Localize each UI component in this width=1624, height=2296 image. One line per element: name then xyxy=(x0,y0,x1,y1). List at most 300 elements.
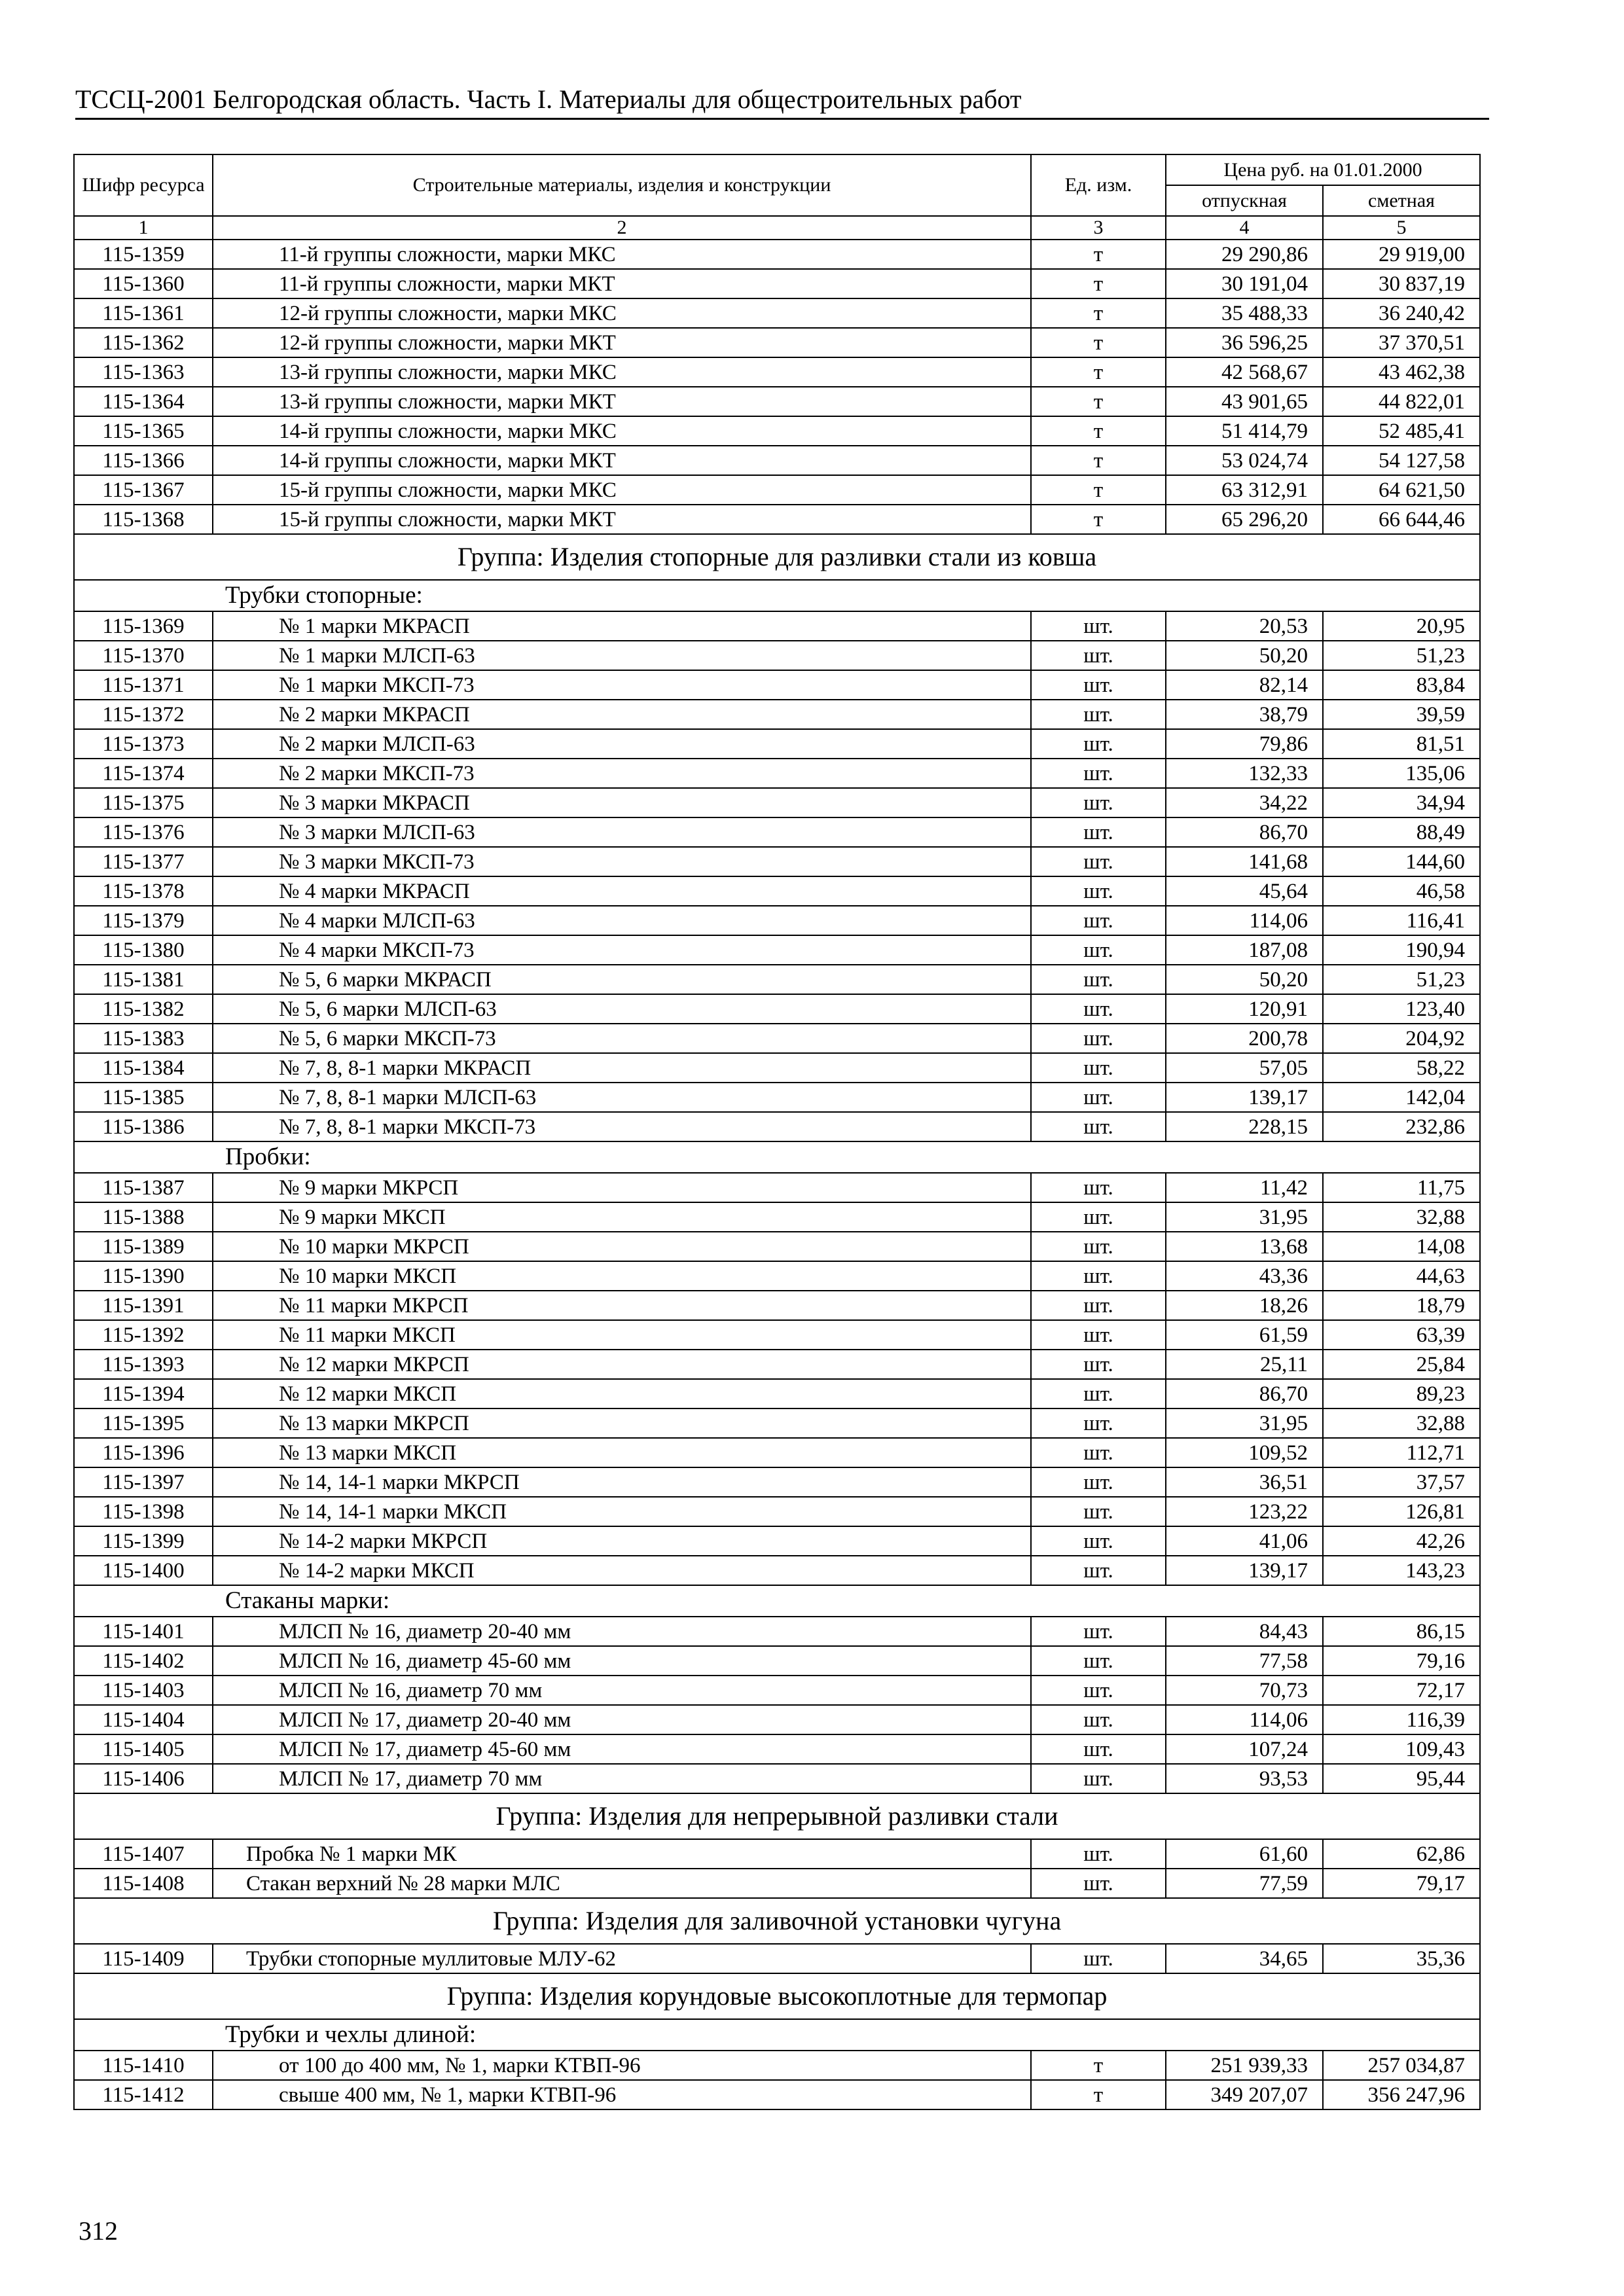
release-price: 31,95 xyxy=(1166,1202,1323,1232)
table-row xyxy=(74,1526,1480,1556)
table-row xyxy=(74,1379,1480,1408)
column-index-row xyxy=(74,216,1480,240)
table-row xyxy=(74,670,1480,700)
unit-of-measure: шт. xyxy=(1031,1526,1166,1556)
material-name: 11-й группы сложности, марки МКТ xyxy=(213,269,1031,298)
estimate-price: 62,86 xyxy=(1323,1839,1480,1869)
release-price: 70,73 xyxy=(1166,1676,1323,1705)
table-row xyxy=(74,269,1480,298)
estimate-price: 116,39 xyxy=(1323,1705,1480,1734)
estimate-price: 58,22 xyxy=(1323,1053,1480,1083)
unit-of-measure: шт. xyxy=(1031,817,1166,847)
release-price: 132,33 xyxy=(1166,759,1323,788)
unit-of-measure: шт. xyxy=(1031,965,1166,994)
material-name: № 1 марки МКСП-73 xyxy=(213,670,1031,700)
table-row xyxy=(74,1734,1480,1764)
resource-code: 115-1368 xyxy=(74,505,213,534)
resource-code: 115-1374 xyxy=(74,759,213,788)
table-row xyxy=(74,994,1480,1024)
table-row xyxy=(74,1617,1480,1646)
material-name: № 1 марки МКРАСП xyxy=(213,611,1031,641)
resource-code: 115-1364 xyxy=(74,387,213,416)
estimate-price: 86,15 xyxy=(1323,1617,1480,1646)
material-name: № 5, 6 марки МКРАСП xyxy=(213,965,1031,994)
unit-of-measure: т xyxy=(1031,357,1166,387)
material-name: 12-й группы сложности, марки МКС xyxy=(213,298,1031,328)
material-name: МЛСП № 16, диаметр 20-40 мм xyxy=(213,1617,1031,1646)
material-name: № 3 марки МКРАСП xyxy=(213,788,1031,817)
resource-code: 115-1373 xyxy=(74,729,213,759)
col-release-header: отпускная xyxy=(1166,185,1323,216)
resource-code: 115-1363 xyxy=(74,357,213,387)
resource-code: 115-1366 xyxy=(74,446,213,475)
subgroup-heading: Стаканы марки: xyxy=(74,1585,1480,1617)
estimate-price: 51,23 xyxy=(1323,965,1480,994)
material-name: № 12 марки МКРСП xyxy=(213,1350,1031,1379)
estimate-price: 18,79 xyxy=(1323,1291,1480,1320)
unit-of-measure: шт. xyxy=(1031,1320,1166,1350)
release-price: 42 568,67 xyxy=(1166,357,1323,387)
estimate-price: 14,08 xyxy=(1323,1232,1480,1261)
estimate-price: 232,86 xyxy=(1323,1112,1480,1141)
release-price: 77,59 xyxy=(1166,1869,1323,1898)
resource-code: 115-1375 xyxy=(74,788,213,817)
material-name: 15-й группы сложности, марки МКС xyxy=(213,475,1031,505)
resource-code: 115-1360 xyxy=(74,269,213,298)
estimate-price: 83,84 xyxy=(1323,670,1480,700)
estimate-price: 25,84 xyxy=(1323,1350,1480,1379)
material-name: № 5, 6 марки МЛСП-63 xyxy=(213,994,1031,1024)
table-row xyxy=(74,1764,1480,1793)
table-row xyxy=(74,611,1480,641)
subgroup-heading-row xyxy=(74,2019,1480,2051)
estimate-price: 51,23 xyxy=(1323,641,1480,670)
estimate-price: 43 462,38 xyxy=(1323,357,1480,387)
table-row xyxy=(74,475,1480,505)
table-row xyxy=(74,446,1480,475)
estimate-price: 44,63 xyxy=(1323,1261,1480,1291)
material-name: № 14, 14-1 марки МКРСП xyxy=(213,1467,1031,1497)
header-rule xyxy=(75,118,1489,120)
unit-of-measure: т xyxy=(1031,416,1166,446)
unit-of-measure: шт. xyxy=(1031,1556,1166,1585)
release-price: 45,64 xyxy=(1166,876,1323,906)
subgroup-heading-row xyxy=(74,1141,1480,1173)
resource-code: 115-1412 xyxy=(74,2080,213,2109)
subgroup-heading: Трубки стопорные: xyxy=(74,580,1480,611)
group-heading-row xyxy=(74,534,1480,580)
resource-code: 115-1391 xyxy=(74,1291,213,1320)
estimate-price: 64 621,50 xyxy=(1323,475,1480,505)
release-price: 36,51 xyxy=(1166,1467,1323,1497)
material-name: МЛСП № 17, диаметр 20-40 мм xyxy=(213,1705,1031,1734)
resource-code: 115-1371 xyxy=(74,670,213,700)
estimate-price: 63,39 xyxy=(1323,1320,1480,1350)
release-price: 61,60 xyxy=(1166,1839,1323,1869)
material-name: № 4 марки МКСП-73 xyxy=(213,935,1031,965)
table-row xyxy=(74,759,1480,788)
estimate-price: 34,94 xyxy=(1323,788,1480,817)
resource-code: 115-1400 xyxy=(74,1556,213,1585)
resource-code: 115-1386 xyxy=(74,1112,213,1141)
estimate-price: 79,16 xyxy=(1323,1646,1480,1676)
estimate-price: 37,57 xyxy=(1323,1467,1480,1497)
resource-code: 115-1399 xyxy=(74,1526,213,1556)
table-row xyxy=(74,505,1480,534)
table-row xyxy=(74,1467,1480,1497)
unit-of-measure: шт. xyxy=(1031,935,1166,965)
table-head xyxy=(74,154,1480,240)
release-price: 114,06 xyxy=(1166,1705,1323,1734)
table-row xyxy=(74,876,1480,906)
estimate-price: 29 919,00 xyxy=(1323,240,1480,269)
group-heading: Группа: Изделия корундовые высокоплотные для термопар xyxy=(74,1973,1480,2019)
table-row xyxy=(74,1408,1480,1438)
unit-of-measure: шт. xyxy=(1031,1053,1166,1083)
column-index: 5 xyxy=(1323,216,1480,240)
estimate-price: 89,23 xyxy=(1323,1379,1480,1408)
resource-code: 115-1376 xyxy=(74,817,213,847)
release-price: 86,70 xyxy=(1166,817,1323,847)
material-name: 13-й группы сложности, марки МКС xyxy=(213,357,1031,387)
resource-code: 115-1383 xyxy=(74,1024,213,1053)
release-price: 11,42 xyxy=(1166,1173,1323,1202)
resource-code: 115-1390 xyxy=(74,1261,213,1291)
unit-of-measure: шт. xyxy=(1031,1202,1166,1232)
resource-code: 115-1392 xyxy=(74,1320,213,1350)
material-name: 13-й группы сложности, марки МКТ xyxy=(213,387,1031,416)
table-row xyxy=(74,387,1480,416)
group-heading: Группа: Изделия для заливочной установки чугуна xyxy=(74,1898,1480,1944)
release-price: 18,26 xyxy=(1166,1291,1323,1320)
release-price: 25,11 xyxy=(1166,1350,1323,1379)
table-row xyxy=(74,1350,1480,1379)
material-name: № 13 марки МКРСП xyxy=(213,1408,1031,1438)
estimate-price: 88,49 xyxy=(1323,817,1480,847)
release-price: 29 290,86 xyxy=(1166,240,1323,269)
resource-code: 115-1407 xyxy=(74,1839,213,1869)
resource-code: 115-1398 xyxy=(74,1497,213,1526)
resource-code: 115-1384 xyxy=(74,1053,213,1083)
release-price: 51 414,79 xyxy=(1166,416,1323,446)
unit-of-measure: шт. xyxy=(1031,1024,1166,1053)
release-price: 43 901,65 xyxy=(1166,387,1323,416)
resource-code: 115-1382 xyxy=(74,994,213,1024)
table-row xyxy=(74,2051,1480,2080)
table-row xyxy=(74,1944,1480,1973)
group-heading: Группа: Изделия для непрерывной разливки стали xyxy=(74,1793,1480,1839)
resource-code: 115-1406 xyxy=(74,1764,213,1793)
group-heading-row xyxy=(74,1898,1480,1944)
release-price: 41,06 xyxy=(1166,1526,1323,1556)
release-price: 114,06 xyxy=(1166,906,1323,935)
material-name: № 7, 8, 8-1 марки МКСП-73 xyxy=(213,1112,1031,1141)
resource-code: 115-1409 xyxy=(74,1944,213,1973)
resource-code: 115-1395 xyxy=(74,1408,213,1438)
group-heading-row xyxy=(74,1793,1480,1839)
resource-code: 115-1394 xyxy=(74,1379,213,1408)
table-row xyxy=(74,1705,1480,1734)
estimate-price: 116,41 xyxy=(1323,906,1480,935)
release-price: 30 191,04 xyxy=(1166,269,1323,298)
estimate-price: 35,36 xyxy=(1323,1944,1480,1973)
group-heading: Группа: Изделия стопорные для разливки стали из ковша xyxy=(74,534,1480,580)
table-row xyxy=(74,357,1480,387)
material-name: 12-й группы сложности, марки МКТ xyxy=(213,328,1031,357)
unit-of-measure: шт. xyxy=(1031,1291,1166,1320)
resource-code: 115-1402 xyxy=(74,1646,213,1676)
estimate-price: 112,71 xyxy=(1323,1438,1480,1467)
subgroup-heading: Трубки и чехлы длиной: xyxy=(74,2019,1480,2051)
table-row xyxy=(74,1676,1480,1705)
resource-code: 115-1389 xyxy=(74,1232,213,1261)
release-price: 36 596,25 xyxy=(1166,328,1323,357)
table-row xyxy=(74,1232,1480,1261)
estimate-price: 79,17 xyxy=(1323,1869,1480,1898)
unit-of-measure: шт. xyxy=(1031,1646,1166,1676)
table-row xyxy=(74,328,1480,357)
column-index: 1 xyxy=(74,216,213,240)
table-body xyxy=(74,240,1480,2109)
estimate-price: 142,04 xyxy=(1323,1083,1480,1112)
material-name: МЛСП № 17, диаметр 70 мм xyxy=(213,1764,1031,1793)
unit-of-measure: шт. xyxy=(1031,906,1166,935)
resource-code: 115-1401 xyxy=(74,1617,213,1646)
estimate-price: 72,17 xyxy=(1323,1676,1480,1705)
col-code-header: Шифр ресурса xyxy=(74,154,213,216)
estimate-price: 52 485,41 xyxy=(1323,416,1480,446)
release-price: 120,91 xyxy=(1166,994,1323,1024)
subgroup-heading-row xyxy=(74,580,1480,611)
unit-of-measure: шт. xyxy=(1031,788,1166,817)
unit-of-measure: шт. xyxy=(1031,1705,1166,1734)
estimate-price: 20,95 xyxy=(1323,611,1480,641)
subgroup-heading-row xyxy=(74,1585,1480,1617)
column-index: 3 xyxy=(1031,216,1166,240)
material-name: № 2 марки МЛСП-63 xyxy=(213,729,1031,759)
material-name: № 10 марки МКРСП xyxy=(213,1232,1031,1261)
estimate-price: 39,59 xyxy=(1323,700,1480,729)
column-index: 4 xyxy=(1166,216,1323,240)
material-name: МЛСП № 16, диаметр 45-60 мм xyxy=(213,1646,1031,1676)
table-row xyxy=(74,416,1480,446)
material-name: № 7, 8, 8-1 марки МЛСП-63 xyxy=(213,1083,1031,1112)
material-name: свыше 400 мм, № 1, марки КТВП-96 xyxy=(213,2080,1031,2109)
unit-of-measure: т xyxy=(1031,269,1166,298)
release-price: 34,65 xyxy=(1166,1944,1323,1973)
subgroup-heading: Пробки: xyxy=(74,1141,1480,1173)
table-row xyxy=(74,240,1480,269)
table-row xyxy=(74,1083,1480,1112)
estimate-price: 81,51 xyxy=(1323,729,1480,759)
release-price: 79,86 xyxy=(1166,729,1323,759)
release-price: 63 312,91 xyxy=(1166,475,1323,505)
estimate-price: 126,81 xyxy=(1323,1497,1480,1526)
unit-of-measure: шт. xyxy=(1031,1083,1166,1112)
unit-of-measure: т xyxy=(1031,240,1166,269)
material-name: № 14-2 марки МКСП xyxy=(213,1556,1031,1585)
table-row xyxy=(74,1291,1480,1320)
material-name: МЛСП № 16, диаметр 70 мм xyxy=(213,1676,1031,1705)
estimate-price: 54 127,58 xyxy=(1323,446,1480,475)
table-row xyxy=(74,641,1480,670)
table-row xyxy=(74,788,1480,817)
estimate-price: 204,92 xyxy=(1323,1024,1480,1053)
material-name: № 5, 6 марки МКСП-73 xyxy=(213,1024,1031,1053)
page-header: ТССЦ-2001 Белгородская область. Часть I. Материалы для общестроительных работ xyxy=(75,84,1022,114)
material-name: № 3 марки МКСП-73 xyxy=(213,847,1031,876)
unit-of-measure: шт. xyxy=(1031,847,1166,876)
col-unit-header: Ед. изм. xyxy=(1031,154,1166,216)
unit-of-measure: т xyxy=(1031,475,1166,505)
resource-code: 115-1369 xyxy=(74,611,213,641)
col-estimate-header: сметная xyxy=(1323,185,1480,216)
material-name: № 4 марки МКРАСП xyxy=(213,876,1031,906)
table-row xyxy=(74,1497,1480,1526)
table-row xyxy=(74,1261,1480,1291)
release-price: 34,22 xyxy=(1166,788,1323,817)
estimate-price: 257 034,87 xyxy=(1323,2051,1480,2080)
unit-of-measure: шт. xyxy=(1031,1497,1166,1526)
resource-code: 115-1377 xyxy=(74,847,213,876)
estimate-price: 109,43 xyxy=(1323,1734,1480,1764)
resource-code: 115-1365 xyxy=(74,416,213,446)
material-name: № 9 марки МКСП xyxy=(213,1202,1031,1232)
table-row xyxy=(74,1202,1480,1232)
resource-code: 115-1370 xyxy=(74,641,213,670)
price-table xyxy=(73,154,1481,2110)
resource-code: 115-1408 xyxy=(74,1869,213,1898)
release-price: 200,78 xyxy=(1166,1024,1323,1053)
unit-of-measure: шт. xyxy=(1031,1408,1166,1438)
table-row xyxy=(74,1053,1480,1083)
material-name: № 2 марки МКРАСП xyxy=(213,700,1031,729)
table-row xyxy=(74,1024,1480,1053)
resource-code: 115-1372 xyxy=(74,700,213,729)
estimate-price: 36 240,42 xyxy=(1323,298,1480,328)
unit-of-measure: т xyxy=(1031,328,1166,357)
unit-of-measure: т xyxy=(1031,505,1166,534)
unit-of-measure: шт. xyxy=(1031,1764,1166,1793)
unit-of-measure: шт. xyxy=(1031,611,1166,641)
material-name: Стакан верхний № 28 марки МЛС xyxy=(213,1869,1031,1898)
material-name: от 100 до 400 мм, № 1, марки КТВП-96 xyxy=(213,2051,1031,2080)
table-row xyxy=(74,1112,1480,1141)
col-price-header: Цена руб. на 01.01.2000 xyxy=(1166,154,1480,185)
table-row xyxy=(74,1646,1480,1676)
resource-code: 115-1397 xyxy=(74,1467,213,1497)
release-price: 61,59 xyxy=(1166,1320,1323,1350)
group-heading-row xyxy=(74,1973,1480,2019)
release-price: 20,53 xyxy=(1166,611,1323,641)
page-number: 312 xyxy=(79,2216,118,2246)
release-price: 123,22 xyxy=(1166,1497,1323,1526)
table-row xyxy=(74,700,1480,729)
estimate-price: 44 822,01 xyxy=(1323,387,1480,416)
resource-code: 115-1367 xyxy=(74,475,213,505)
release-price: 13,68 xyxy=(1166,1232,1323,1261)
resource-code: 115-1388 xyxy=(74,1202,213,1232)
table-row xyxy=(74,847,1480,876)
unit-of-measure: т xyxy=(1031,446,1166,475)
release-price: 228,15 xyxy=(1166,1112,1323,1141)
resource-code: 115-1359 xyxy=(74,240,213,269)
unit-of-measure: т xyxy=(1031,2051,1166,2080)
resource-code: 115-1410 xyxy=(74,2051,213,2080)
resource-code: 115-1387 xyxy=(74,1173,213,1202)
release-price: 82,14 xyxy=(1166,670,1323,700)
unit-of-measure: шт. xyxy=(1031,1173,1166,1202)
estimate-price: 123,40 xyxy=(1323,994,1480,1024)
resource-code: 115-1404 xyxy=(74,1705,213,1734)
unit-of-measure: т xyxy=(1031,2080,1166,2109)
estimate-price: 143,23 xyxy=(1323,1556,1480,1585)
unit-of-measure: шт. xyxy=(1031,1467,1166,1497)
release-price: 187,08 xyxy=(1166,935,1323,965)
table-row xyxy=(74,1869,1480,1898)
release-price: 65 296,20 xyxy=(1166,505,1323,534)
resource-code: 115-1396 xyxy=(74,1438,213,1467)
material-name: 15-й группы сложности, марки МКТ xyxy=(213,505,1031,534)
estimate-price: 32,88 xyxy=(1323,1408,1480,1438)
table-row xyxy=(74,1320,1480,1350)
unit-of-measure: шт. xyxy=(1031,670,1166,700)
unit-of-measure: шт. xyxy=(1031,1676,1166,1705)
table-row xyxy=(74,935,1480,965)
release-price: 93,53 xyxy=(1166,1764,1323,1793)
unit-of-measure: т xyxy=(1031,387,1166,416)
unit-of-measure: шт. xyxy=(1031,1944,1166,1973)
table-row xyxy=(74,1438,1480,1467)
material-name: № 1 марки МЛСП-63 xyxy=(213,641,1031,670)
unit-of-measure: шт. xyxy=(1031,1438,1166,1467)
unit-of-measure: шт. xyxy=(1031,729,1166,759)
material-name: № 14-2 марки МКРСП xyxy=(213,1526,1031,1556)
release-price: 84,43 xyxy=(1166,1617,1323,1646)
material-name: № 2 марки МКСП-73 xyxy=(213,759,1031,788)
col-name-header: Строительные материалы, изделия и конструкции xyxy=(213,154,1031,216)
release-price: 31,95 xyxy=(1166,1408,1323,1438)
unit-of-measure: шт. xyxy=(1031,1350,1166,1379)
resource-code: 115-1385 xyxy=(74,1083,213,1112)
estimate-price: 32,88 xyxy=(1323,1202,1480,1232)
release-price: 86,70 xyxy=(1166,1379,1323,1408)
unit-of-measure: шт. xyxy=(1031,876,1166,906)
table-row xyxy=(74,1839,1480,1869)
table-row xyxy=(74,2080,1480,2109)
material-name: 11-й группы сложности, марки МКС xyxy=(213,240,1031,269)
resource-code: 115-1378 xyxy=(74,876,213,906)
material-name: № 11 марки МКРСП xyxy=(213,1291,1031,1320)
release-price: 349 207,07 xyxy=(1166,2080,1323,2109)
resource-code: 115-1362 xyxy=(74,328,213,357)
resource-code: 115-1403 xyxy=(74,1676,213,1705)
unit-of-measure: шт. xyxy=(1031,1112,1166,1141)
release-price: 107,24 xyxy=(1166,1734,1323,1764)
estimate-price: 356 247,96 xyxy=(1323,2080,1480,2109)
material-name: № 7, 8, 8-1 марки МКРАСП xyxy=(213,1053,1031,1083)
material-name: № 13 марки МКСП xyxy=(213,1438,1031,1467)
material-name: Трубки стопорные муллитовые МЛУ-62 xyxy=(213,1944,1031,1973)
release-price: 139,17 xyxy=(1166,1083,1323,1112)
material-name: 14-й группы сложности, марки МКС xyxy=(213,416,1031,446)
release-price: 57,05 xyxy=(1166,1053,1323,1083)
release-price: 53 024,74 xyxy=(1166,446,1323,475)
estimate-price: 42,26 xyxy=(1323,1526,1480,1556)
material-name: № 3 марки МЛСП-63 xyxy=(213,817,1031,847)
unit-of-measure: шт. xyxy=(1031,1379,1166,1408)
release-price: 50,20 xyxy=(1166,965,1323,994)
